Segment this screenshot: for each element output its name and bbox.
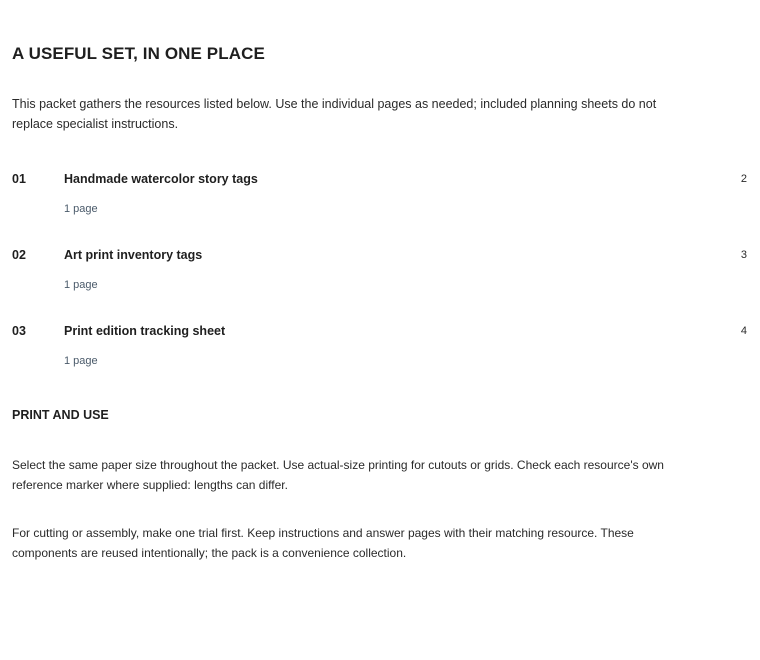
toc-item-page-ref: 4 <box>740 325 747 337</box>
toc-item-number: 03 <box>12 324 26 338</box>
toc-item-01[interactable] <box>12 172 748 248</box>
toc-item-page-count: 1 page <box>64 203 98 215</box>
toc-item-title[interactable]: Art print inventory tags <box>64 248 203 262</box>
toc-item-title[interactable]: Print edition tracking sheet <box>64 324 226 338</box>
toc-item-page-ref: 3 <box>740 249 747 261</box>
assembly-instructions-paragraph: For cutting or assembly, make one trial first. Keep instructions and answer pages with their matching resource. These components are reused intentionally; the pack is a convenience collection. <box>12 526 634 560</box>
toc-item-page-count: 1 page <box>64 279 98 291</box>
toc-item-number: 01 <box>12 172 26 186</box>
toc-item-title[interactable]: Handmade watercolor story tags <box>64 172 258 186</box>
intro-paragraph: This packet gathers the resources listed below. Use the individual pages as needed; included planning sheets do not replace specialist instructions. <box>12 97 657 131</box>
print-instructions-paragraph: Select the same paper size throughout the packet. Use actual-size printing for cutouts or grids. Check each resource's own reference marker where supplied: lengths can differ. <box>12 458 664 492</box>
toc-item-03[interactable] <box>12 324 748 400</box>
toc-item-number: 02 <box>12 248 26 262</box>
toc-item-02[interactable] <box>12 248 748 324</box>
toc-item-page-ref: 2 <box>740 173 747 185</box>
table-of-contents <box>12 172 748 400</box>
page-title: A USEFUL SET, IN ONE PLACE <box>12 44 265 63</box>
toc-item-page-count: 1 page <box>64 355 98 367</box>
print-section-heading: PRINT AND USE <box>12 408 109 422</box>
